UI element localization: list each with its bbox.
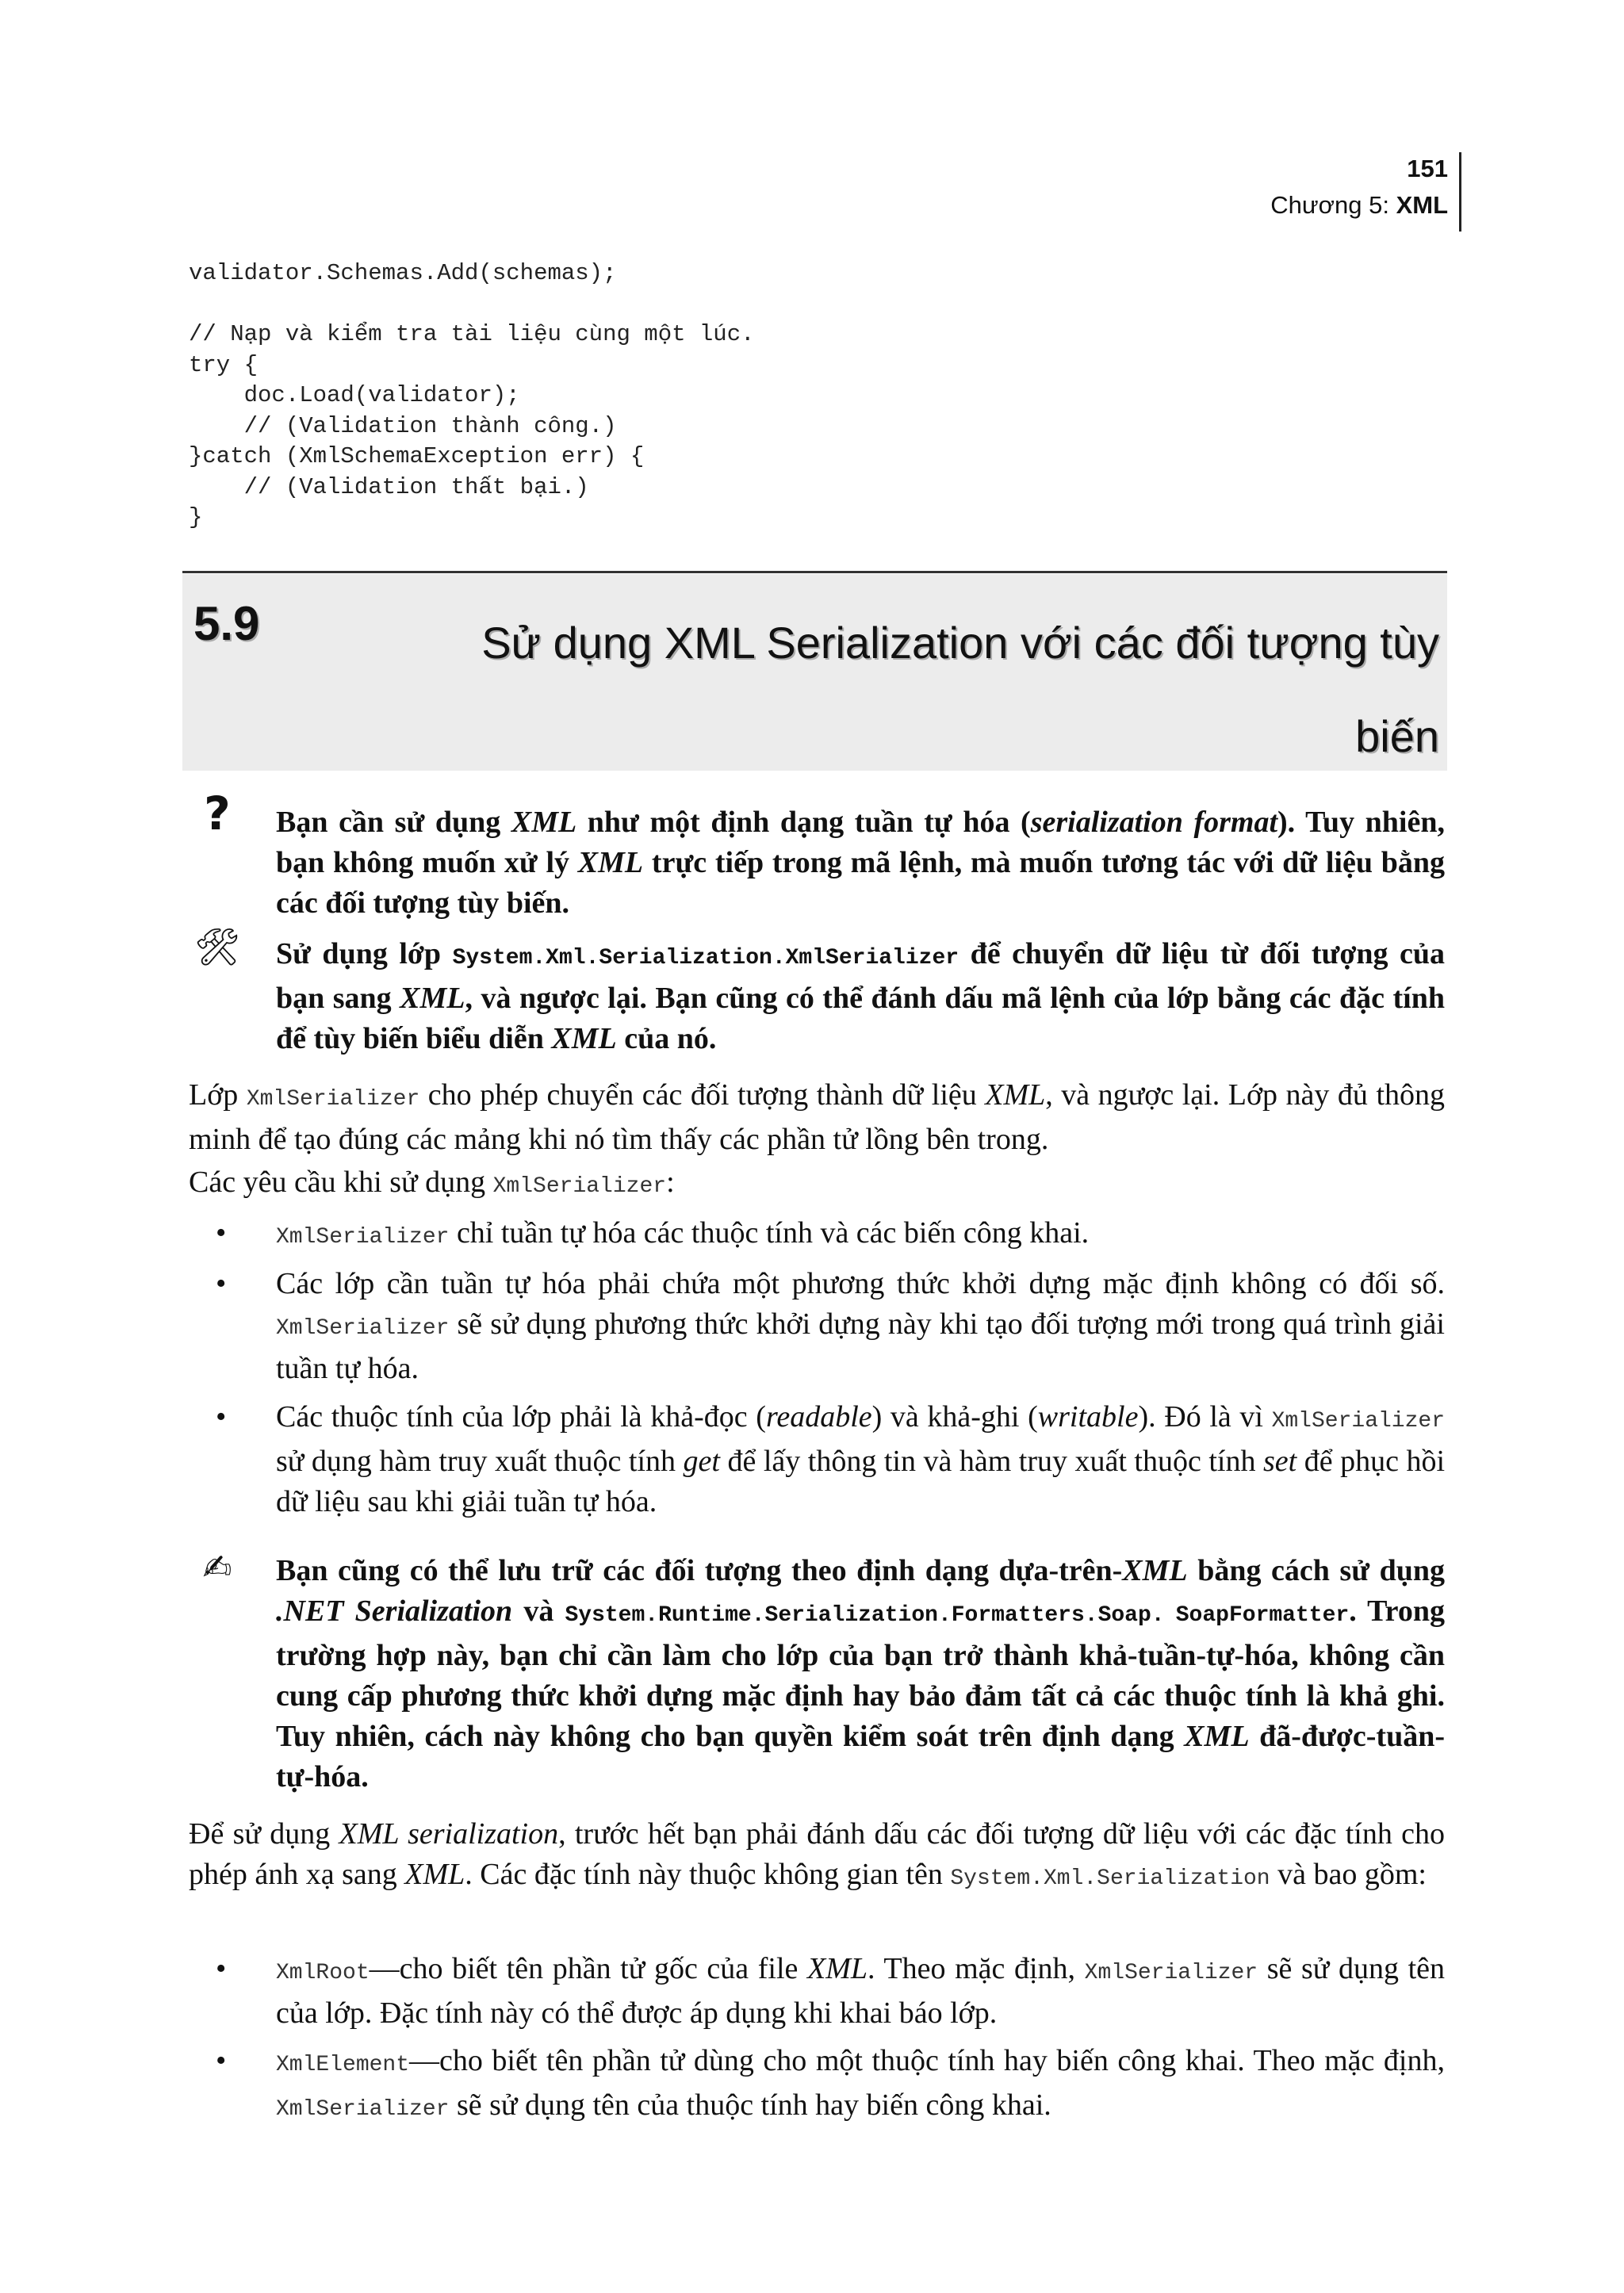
list-item: Các thuộc tính của lớp phải là khả-đọc (readable) và khả-ghi (writable). Đó là vì XmlSerializer sử dụng hàm truy xuất thuộc tính get để lấy thông tin và hàm truy xuất thuộc tính set để phục hồi dữ liệu sau khi giải tuần tự hóa. [276, 1400, 1446, 1518]
note-block: Bạn cũng có thể lưu trữ các đối tượng theo định dạng dựa-trên-XML bằng cách sử dụng .NET Serialization và System.Runtime.Serialization.Formatters.Soap. SoapFormatter. Trong trường hợp này, bạn chỉ cần làm cho lớp của bạn trở thành khả-tuần-tự-hóa, không cần cung cấp phương thức khởi dựng mặc định hay bảo đảm tất cả các thuộc tính là khả ghi. Tuy nhiên, cách này không cho bạn quyền kiểm soát trên định dạng XML đã-được-tuần-tự-hóa. [276, 1554, 1445, 1793]
chapter-prefix: Chương 5: [1270, 191, 1396, 219]
solution-statement: Sử dụng lớp System.Xml.Serialization.XmlSerializer để chuyển dữ liệu từ đối tượng của bạn sang XML, và ngược lại. Bạn cũng có thể đánh dấu mã lệnh của lớp bằng các đặc tính để tùy biến biểu diễn XML của nó. [276, 937, 1446, 1055]
section-number: 5.9 [193, 597, 260, 650]
paragraph-attributes: Để sử dụng XML serialization, trước hết bạn phải đánh dấu các đối tượng dữ liệu với các đặc tính cho phép ánh xạ sang XML. Các đặc tính này thuộc không gian tên System.Xml.Serialization và bao gồm: [189, 1817, 1445, 1891]
bullet-dot: • [216, 1952, 227, 1985]
list-item: XmlElement—cho biết tên phần tử dùng cho một thuộc tính hay biến công khai. Theo mặc định, XmlSerializer sẽ sử dụng tên của thuộc tính hay biến công khai. [276, 2044, 1445, 2122]
chapter-label [1270, 187, 1448, 224]
tools-icon: 🛠 [193, 925, 241, 968]
list-item: XmlSerializer chỉ tuần tự hóa các thuộc tính và các biến công khai. [276, 1216, 1090, 1250]
running-header [1270, 151, 1448, 224]
section-top-rule [182, 571, 1447, 573]
section-title [358, 596, 1439, 783]
problem-statement: Bạn cần sử dụng XML như một định dạng tuần tự hóa (serialization format). Tuy nhiên, bạn không muốn xử lý XML trực tiếp trong mã lệnh, mà muốn tương tác với dữ liệu bằng các đối tượng tùy biến. [276, 806, 1445, 920]
pencil-note-icon: ✍ [202, 1548, 232, 1588]
paragraph-requirements: Các yêu cầu khi sử dụng XmlSerializer: [189, 1166, 675, 1199]
bullet-dot: • [216, 1400, 227, 1434]
section-heading [182, 574, 1447, 771]
header-divider [1459, 152, 1461, 232]
list-item: Các lớp cần tuần tự hóa phải chứa một phương thức khởi dựng mặc định không có đối số. XmlSerializer sẽ sử dụng phương thức khởi dựng này khi tạo đối tượng mới trong quá trình giải tuần tự hóa. [276, 1267, 1445, 1385]
bullet-dot: • [216, 1216, 227, 1250]
question-icon: ? [204, 787, 231, 840]
code-block: validator.Schemas.Add(schemas); // Nạp và kiểm tra tài liệu cùng một lúc. try { doc.Load(validator); // (Validation thành công.) }catch (XmlSchemaException err) { // (Validation thất bại.) } [189, 260, 755, 530]
paragraph-intro: Lớp XmlSerializer cho phép chuyển các đối tượng thành dữ liệu XML, và ngược lại. Lớp này đủ thông minh để tạo đúng các mảng khi nó tìm thấy các phần tử lồng bên trong. [189, 1078, 1446, 1156]
bullet-dot: • [216, 2044, 227, 2077]
chapter-name: XML [1396, 191, 1448, 219]
page-number: 151 [1407, 155, 1448, 182]
section-title-line1: Sử dụng XML Serialization với các đối tượng tùy [481, 618, 1439, 668]
list-item: XmlRoot—cho biết tên phần tử gốc của file XML. Theo mặc định, XmlSerializer sẽ sử dụng tên của lớp. Đặc tính này có thể được áp dụng khi khai báo lớp. [276, 1952, 1445, 2030]
bullet-dot: • [216, 1267, 227, 1300]
section-title-line2: biến [1355, 711, 1439, 761]
